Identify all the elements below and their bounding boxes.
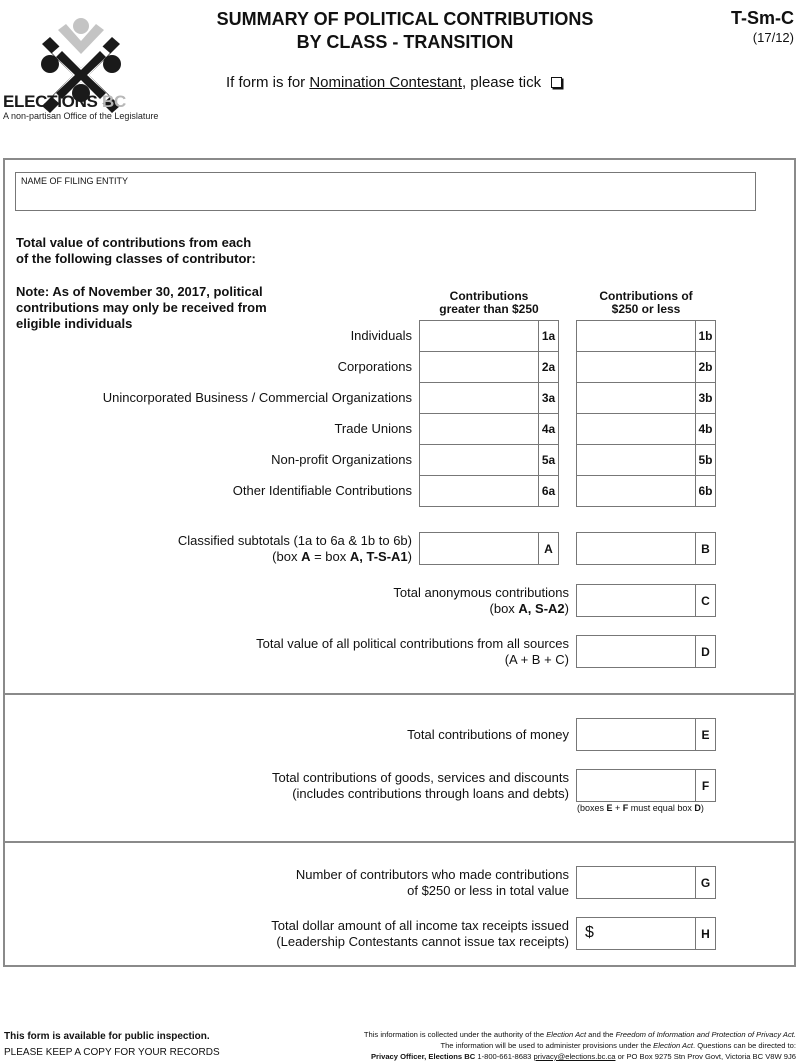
row-label-other-identifiable: Other Identifiable Contributions [232, 483, 412, 498]
logo-tagline: A non-partisan Office of the Legislature [3, 111, 159, 121]
privacy-email-link[interactable]: privacy@elections.bc.ca [533, 1052, 616, 1061]
input-4a[interactable] [420, 414, 538, 444]
box-code-5b: 5b [695, 445, 715, 475]
box-6b [576, 475, 716, 507]
box-B [576, 532, 716, 565]
section-divider-2 [3, 841, 796, 843]
box-code-4b: 4b [695, 414, 715, 444]
form-version: (17/12) [752, 30, 794, 45]
box-code-H: H [695, 918, 715, 949]
input-2b[interactable] [577, 352, 695, 382]
row-label-individuals: Individuals [350, 328, 412, 343]
title-line-2: BY CLASS - TRANSITION [296, 32, 514, 52]
input-5a[interactable] [420, 445, 538, 475]
subtotals-label: Classified subtotals (1a to 6a & 1b to 6b) (box A = box A, T-S-A1) [177, 533, 412, 564]
row-label-unincorporated-business: Unincorporated Business / Commercial Organizations [102, 390, 412, 405]
box-6a [419, 475, 559, 507]
box-code-5a: 5a [538, 445, 558, 475]
boxes-e-f-note: (boxes E + F must equal box D) [577, 803, 704, 813]
row-label-non-profit: Non-profit Organizations [271, 452, 412, 467]
nomination-contestant-text: Nomination Contestant [309, 74, 462, 91]
filing-entity-label: NAME OF FILING ENTITY [21, 176, 129, 186]
input-D[interactable] [577, 636, 695, 667]
money-contributions-label: Total contributions of money [407, 727, 569, 742]
box-code-G: G [695, 867, 715, 898]
input-6b[interactable] [577, 476, 695, 506]
input-C[interactable] [577, 585, 695, 616]
input-1b[interactable] [577, 321, 695, 351]
privacy-notice: This information is collected under the authority of the Election Act and the Freedom of Information and Protection of Privacy Act. The information will be used to administer provisions under the Election Act. Questions can be directed to: Privacy Officer, Elections BC 1-800-661-8683 privacy@elections.bc.ca or PO Box 9275 Stn Prov Govt, Victoria BC V8W 9J6 [363, 1030, 796, 1061]
column-header-250-or-less: Contributions of $250 or less [599, 289, 693, 316]
box-G [576, 866, 716, 899]
box-code-B: B [695, 533, 715, 564]
tax-receipts-label: Total dollar amount of all income tax receipts issued (Leadership Contestants cannot issue tax receipts) [271, 918, 569, 949]
box-C [576, 584, 716, 617]
anonymous-contributions-label: Total anonymous contributions (box A, S-A2) [393, 585, 569, 616]
box-1b [576, 320, 716, 352]
total-all-sources-label: Total value of all political contributions from all sources (A + B + C) [256, 636, 569, 667]
box-D [576, 635, 716, 668]
column-header-greater-than-250: Contributions greater than $250 [439, 289, 539, 316]
box-1a [419, 320, 559, 352]
input-3b[interactable] [577, 383, 695, 413]
goods-services-label: Total contributions of goods, services and discounts (includes contributions through loans and debts) [271, 770, 569, 801]
keep-copy-notice: PLEASE KEEP A COPY FOR YOUR RECORDS [4, 1047, 220, 1058]
input-3a[interactable] [420, 383, 538, 413]
box-code-A: A [538, 533, 558, 564]
box-code-2b: 2b [695, 352, 715, 382]
box-code-E: E [695, 719, 715, 750]
box-code-D: D [695, 636, 715, 667]
currency-symbol: $ [585, 924, 594, 941]
logo-wordmark: ELECTIONS BC [3, 92, 126, 111]
box-code-1a: 1a [538, 321, 558, 351]
box-code-6a: 6a [538, 476, 558, 506]
box-5a [419, 444, 559, 476]
title-line-1: SUMMARY OF POLITICAL CONTRIBUTIONS [216, 9, 594, 29]
input-G[interactable] [577, 867, 695, 898]
form-code: T-Sm-C [731, 8, 794, 28]
box-4a [419, 413, 559, 445]
input-5b[interactable] [577, 445, 695, 475]
box-code-F: F [695, 770, 715, 801]
box-A [419, 532, 559, 565]
input-4b[interactable] [577, 414, 695, 444]
section-divider-1 [3, 693, 796, 695]
box-2b [576, 351, 716, 383]
box-code-3a: 3a [538, 383, 558, 413]
input-F[interactable] [577, 770, 695, 801]
input-E[interactable] [577, 719, 695, 750]
nomination-contestant-line: If form is for Nomination Contestant, please tick [226, 74, 562, 91]
row-label-corporations: Corporations [337, 359, 412, 374]
box-3a [419, 382, 559, 414]
row-label-trade-unions: Trade Unions [334, 421, 412, 436]
contributors-count-label: Number of contributors who made contributions of $250 or less in total value [295, 867, 569, 898]
box-H [576, 917, 716, 950]
box-code-C: C [695, 585, 715, 616]
nomination-contestant-checkbox[interactable] [551, 77, 562, 88]
box-code-4a: 4a [538, 414, 558, 444]
input-2a[interactable] [420, 352, 538, 382]
eligibility-note: Note: As of November 30, 2017, political contributions may only be received from eligible individuals [16, 284, 267, 331]
box-code-2a: 2a [538, 352, 558, 382]
public-inspection-notice: This form is available for public inspection. [4, 1031, 210, 1042]
box-3b [576, 382, 716, 414]
input-H[interactable] [599, 918, 695, 949]
box-E [576, 718, 716, 751]
input-B[interactable] [577, 533, 695, 564]
input-1a[interactable] [420, 321, 538, 351]
box-F [576, 769, 716, 802]
box-code-3b: 3b [695, 383, 715, 413]
box-2a [419, 351, 559, 383]
box-4b [576, 413, 716, 445]
filing-entity-name-field[interactable] [15, 172, 756, 211]
page-title [170, 8, 640, 54]
box-code-6b: 6b [695, 476, 715, 506]
contributions-intro: Total value of contributions from each of the following classes of contributor: [16, 235, 256, 266]
input-6a[interactable] [420, 476, 538, 506]
box-code-1b: 1b [695, 321, 715, 351]
input-A[interactable] [420, 533, 538, 564]
box-5b [576, 444, 716, 476]
